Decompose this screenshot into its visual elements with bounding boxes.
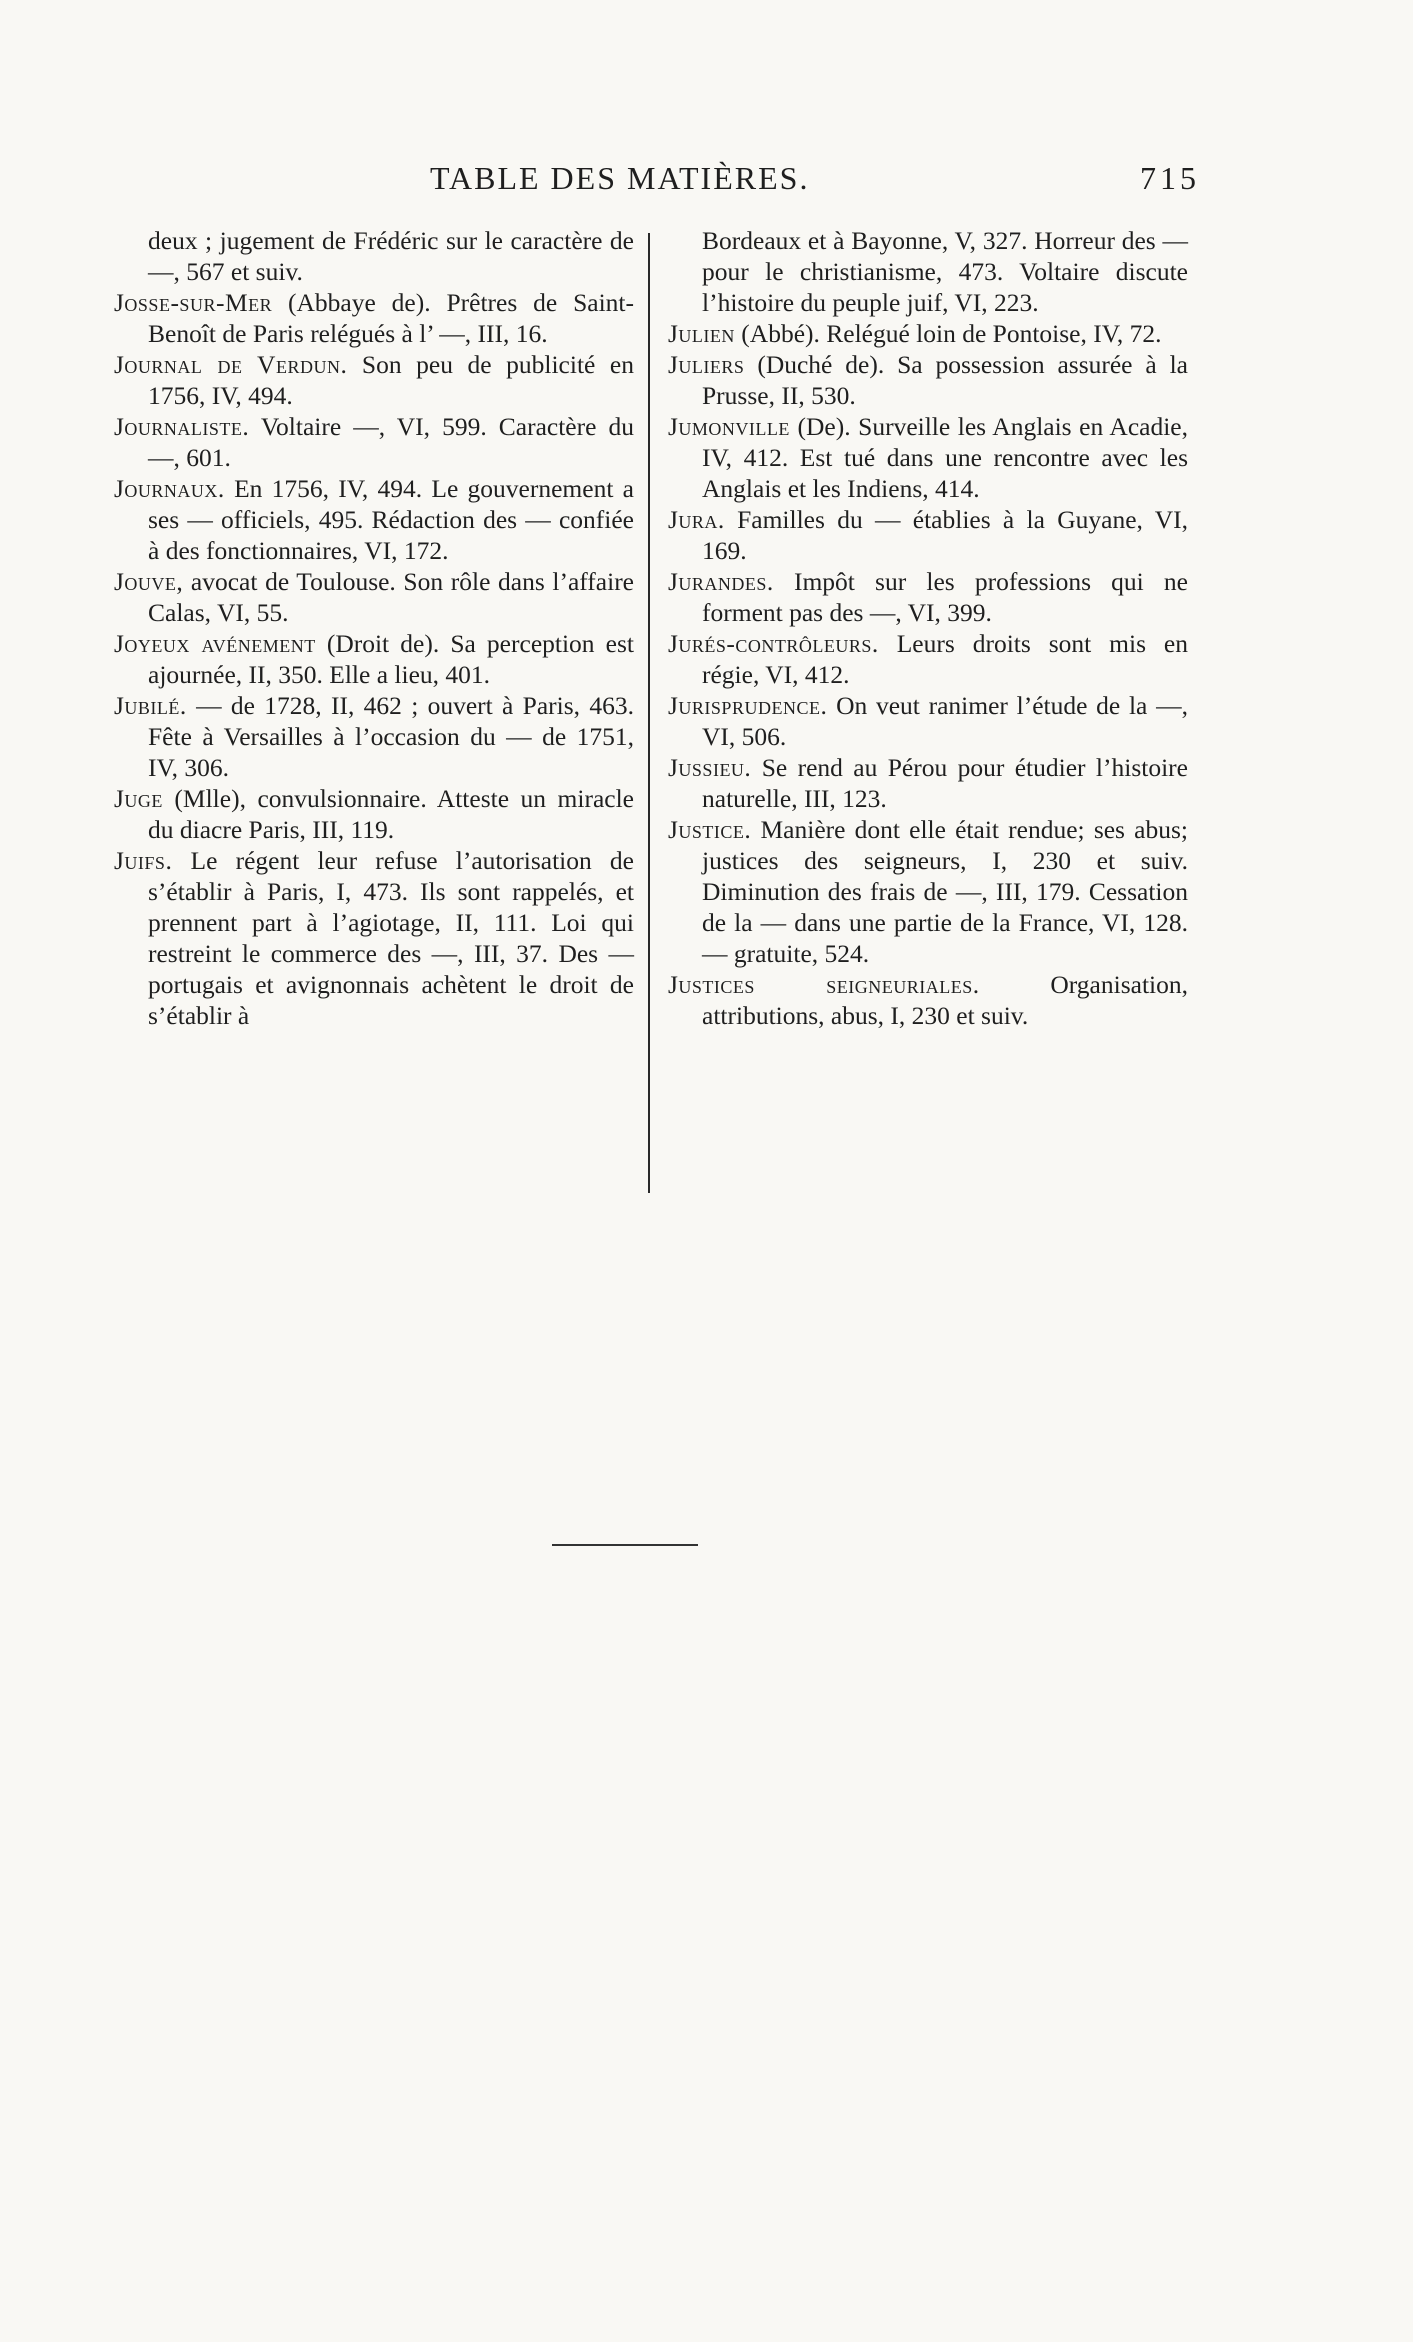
index-text: (Droit de). Sa perception est ajournée, II, 350. Elle a lieu, 401. [148,629,634,689]
running-title: TABLE DES MATIÈRES. [430,160,810,196]
right-column [668,225,1188,1031]
index-headword: Justices seigneuriales. [668,970,980,999]
index-entry [114,287,634,349]
index-text: — de 1728, II, 462 ; ouvert à Paris, 463. Fête à Versailles à l’occasion du — de 1751, IV, 306. [148,691,634,782]
index-entry [114,628,634,690]
index-text: Impôt sur les professions qui ne forment pas des —, VI, 399. [702,567,1188,627]
index-text: (Abbaye de). Prêtres de Saint-Benoît de Paris relégués à l’ —, III, 16. [148,288,634,348]
index-headword: Juifs. [114,846,173,875]
index-entry [668,752,1188,814]
index-entry [668,690,1188,752]
index-entry [114,845,634,1031]
index-headword: Jura. [668,505,725,534]
index-entry [668,411,1188,504]
index-text: Son peu de publicité en 1756, IV, 494. [148,350,634,410]
index-entry [114,566,634,628]
index-text: Voltaire —, VI, 599. Caractère du —, 601. [148,412,634,472]
index-headword: Jussieu. [668,753,752,782]
index-text: (Mlle), convulsionnaire. Atteste un miracle du diacre Paris, III, 119. [148,784,634,844]
column-divider [648,233,650,1193]
index-text: Le régent leur refuse l’autorisation de s’établir à Paris, I, 473. Ils sont rappelés, et prennent part à l’agiotage, II, 111. Loi qui restreint le commerce des —, III, 37. Des — portugais et avignonnais achètent le droit de s’établir à [148,846,634,1030]
index-columns [110,225,1190,1205]
index-entry [668,349,1188,411]
index-text: On veut ranimer l’étude de la —, VI, 506. [702,691,1188,751]
index-headword: Julien [668,319,735,348]
running-header [150,160,1200,206]
index-entry [114,411,634,473]
index-headword: Journaliste. [114,412,250,441]
index-entry [668,628,1188,690]
left-column [114,225,634,1031]
index-entry [114,783,634,845]
index-text: Organisation, attributions, abus, I, 230 et suiv. [702,970,1188,1030]
index-headword: Joyeux avénement [114,629,316,658]
index-entry [668,814,1188,969]
end-rule [552,1544,698,1546]
index-headword: Josse-sur-Mer [114,288,273,317]
index-text: Se rend au Pérou pour étudier l’histoire naturelle, III, 123. [702,753,1188,813]
index-headword: Jurés-contrôleurs. [668,629,879,658]
index-text: (De). Surveille les Anglais en Acadie, IV, 412. Est tué dans une rencontre avec les Anglais et les Indiens, 414. [702,412,1188,503]
index-text: Familles du — établies à la Guyane, VI, 169. [702,505,1188,565]
index-headword: Jumonville [668,412,790,441]
index-entry [114,690,634,783]
index-headword: Jouve, [114,567,184,596]
index-text: En 1756, IV, 494. Le gouvernement a ses — officiels, 495. Rédaction des — confiée à des fonctionnaires, VI, 172. [148,474,634,565]
index-text: (Abbé). Relégué loin de Pontoise, IV, 72. [734,319,1162,348]
index-entry [114,349,634,411]
index-entry [668,504,1188,566]
index-entry [668,318,1188,349]
continuation-text: Bordeaux et à Bayonne, V, 327. Horreur des — pour le christianisme, 473. Voltaire discute l’histoire du peuple juif, VI, 223. [702,226,1188,317]
index-headword: Justice. [668,815,752,844]
index-headword: Jubilé. [114,691,187,720]
index-entry [668,566,1188,628]
index-headword: Journaux. [114,474,225,503]
page-number: 715 [1140,160,1200,196]
index-headword: Juge [114,784,163,813]
index-headword: Juliers [668,350,745,379]
continuation-text: deux ; jugement de Frédéric sur le caractère de —, 567 et suiv. [148,226,634,286]
index-headword: Jurandes. [668,567,774,596]
index-entry [668,969,1188,1031]
index-headword: Journal de Verdun. [114,350,348,379]
index-text: (Duché de). Sa possession assurée à la Prusse, II, 530. [702,350,1188,410]
index-text: avocat de Toulouse. Son rôle dans l’affaire Calas, VI, 55. [148,567,634,627]
index-entry [114,473,634,566]
index-text: Manière dont elle était rendue; ses abus; justices des seigneurs, I, 230 et suiv. Diminution des frais de —, III, 179. Cessation de la — dans une partie de la France, VI, 128. — gratuite, 524. [702,815,1188,968]
index-text: Leurs droits sont mis en régie, VI, 412. [702,629,1188,689]
index-headword: Jurisprudence. [668,691,828,720]
